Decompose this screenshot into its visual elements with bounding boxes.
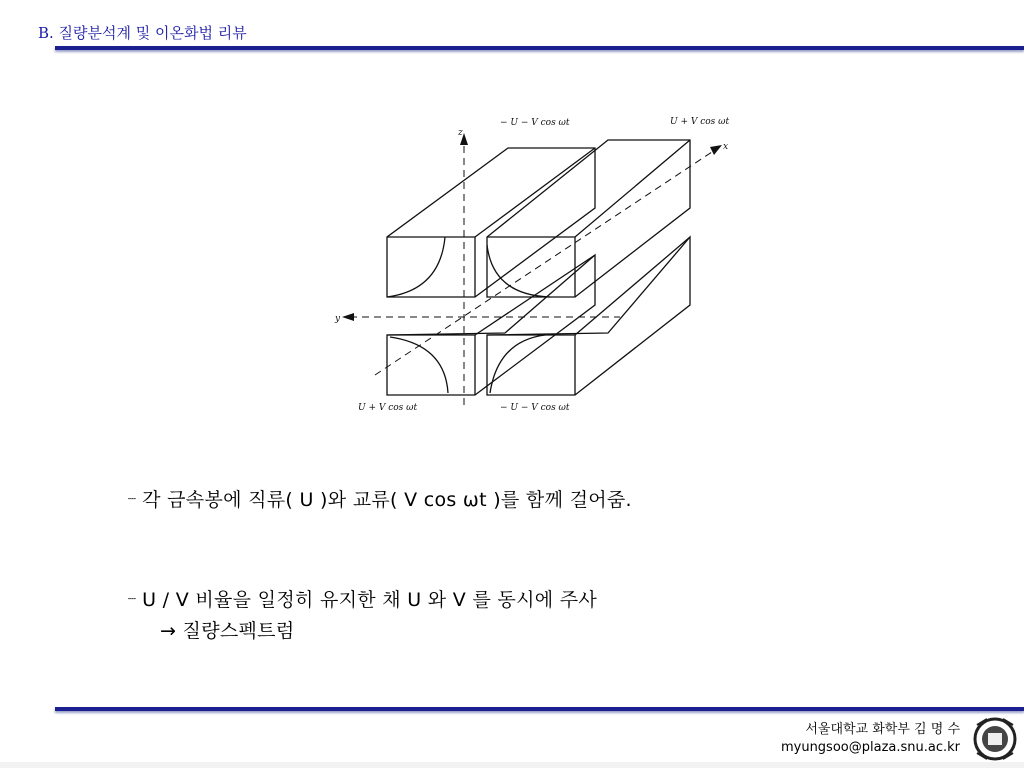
quadrupole-diagram (330, 105, 750, 425)
page-bottom-strip (0, 762, 1024, 768)
university-seal-icon (972, 715, 1018, 763)
bullet-mark: ┈ (128, 492, 137, 507)
bullet-item-1 (128, 485, 632, 512)
bullet-text-1: 각 금속봉에 직류( U )와 교류( V cos ωt )를 함께 걸어줌. (142, 489, 632, 511)
label-bottom-right: − U − V cos ωt (500, 403, 570, 413)
label-axis-x: x (723, 142, 729, 152)
x-axis (375, 150, 715, 375)
label-axis-z: z (458, 128, 463, 138)
slide-title: B. 질량분석계 및 이온화법 리뷰 (38, 24, 247, 42)
bullet-text-2: U / V 비율을 일정히 유지한 채 U 와 V 를 동시에 주사 (142, 589, 598, 611)
label-top-left: − U − V cos ωt (500, 118, 570, 128)
bullet-mark: ┈ (128, 592, 137, 607)
label-bottom-left: U + V cos ωt (358, 403, 418, 413)
header-divider (55, 46, 1024, 50)
footer-divider (55, 707, 1024, 711)
footer-email: myungsoo@plaza.snu.ac.kr (780, 740, 960, 755)
footer-credit (781, 721, 960, 757)
footer-affiliation: 서울대학교 화학부 김 명 수 (805, 722, 960, 737)
label-top-right: U + V cos ωt (670, 117, 730, 127)
label-axis-y: y (335, 314, 341, 324)
bullet-text-2-result: → 질량스펙트럼 (160, 620, 295, 642)
bullet-item-2 (128, 585, 597, 643)
